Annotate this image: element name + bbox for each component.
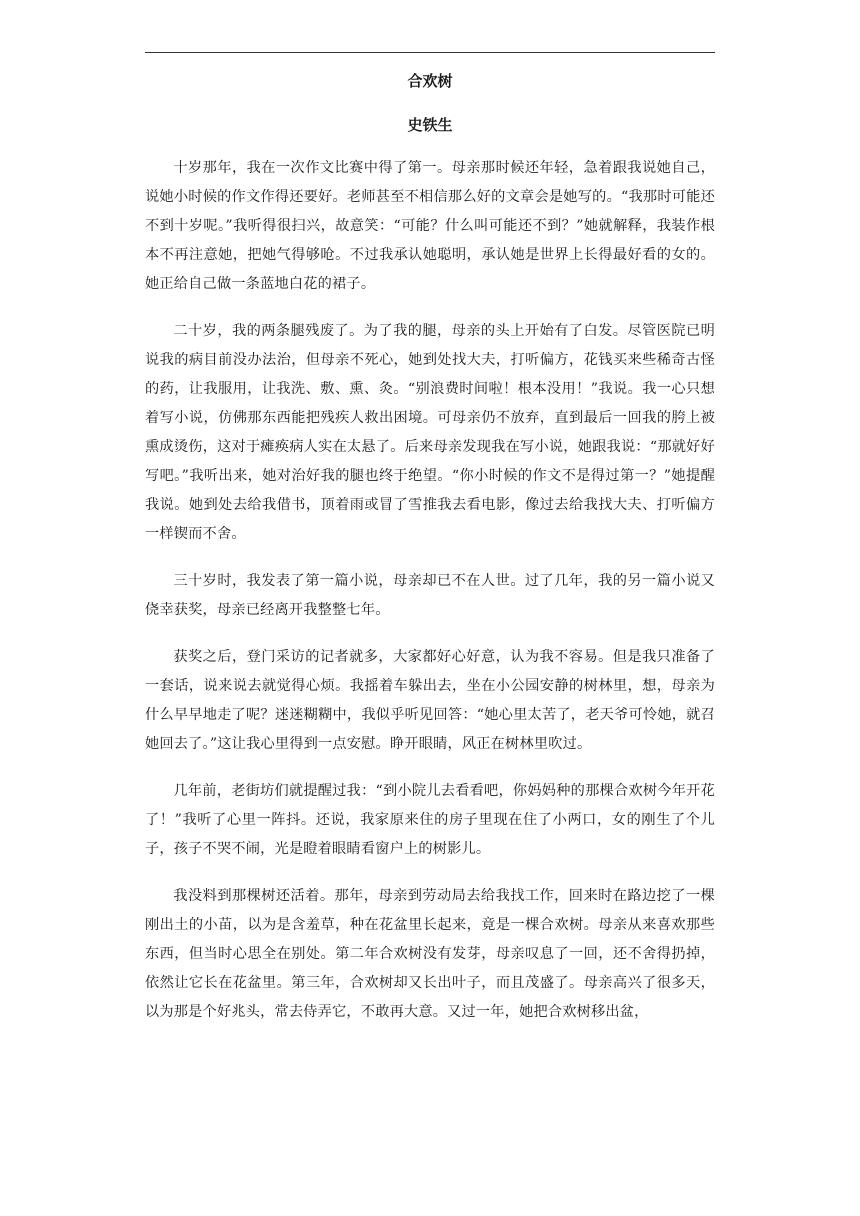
paragraph: 二十岁，我的两条腿残废了。为了我的腿，母亲的头上开始有了白发。尽管医院已明说我的病目前没办法治，但母亲不死心，她到处找大夫，打听偏方，花钱买来些稀奇古怪的药，让我服用，让我洗、敷、熏、灸。“别浪费时间啦！根本没用！”我说。我一心只想着写小说，仿佛那东西能把残疾人救出困境。可母亲仍不放弃，直到最后一回我的胯上被熏成烫伤，这对于瘫痪病人实在太悬了。后来母亲发现我在写小说，她跟我说：“那就好好写吧。”我听出来，她对治好我的腿也终于绝望。“你小时候的作文不是得过第一？”她提醒我说。她到处去给我借书，顶着雨或冒了雪推我去看电影，像过去给我找大夫、打听偏方一样锲而不舍。 (145, 323, 715, 542)
paragraph: 三十岁时，我发表了第一篇小说，母亲却已不在人世。过了几年，我的另一篇小说又侥幸获奖，母亲已经离开我整整七年。 (145, 573, 715, 618)
header-rule (145, 52, 715, 53)
document-body (145, 64, 715, 1045)
document-title: 合欢树 (407, 72, 453, 90)
paragraph: 十岁那年，我在一次作文比赛中得了第一。母亲那时候还年轻，急着跟我说她自己，说她小时候的作文作得还要好。老师甚至不相信那么好的文章会是她写的。“我那时可能还不到十岁呢。”我听得很扫兴，故意笑：“可能？什么叫可能还不到？”她就解释，我装作根本不再注意她，把她气得够呛。不过我承认她聪明，承认她是世界上长得最好看的女的。她正给自己做一条蓝地白花的裙子。 (145, 160, 715, 292)
paragraph: 我没料到那棵树还活着。那年，母亲到劳动局去给我找工作，回来时在路边挖了一棵刚出土的小苗，以为是含羞草，种在花盆里长起来，竟是一棵合欢树。母亲从来喜欢那些东西，但当时心思全在别处。第二年合欢树没有发芽，母亲叹息了一回，还不舍得扔掉，依然让它长在花盆里。第三年，合欢树却又长出叶子，而且茂盛了。母亲高兴了很多天，以为那是个好兆头，常去侍弄它，不敢再大意。又过一年，她把合欢树移出盆， (145, 888, 715, 1020)
document-author: 史铁生 (407, 116, 453, 134)
paragraph: 几年前，老街坊们就提醒过我：“到小院儿去看看吧，你妈妈种的那棵合欢树今年开花了！”我听了心里一阵抖。还说，我家原来住的房子里现在住了小两口，女的刚生了个儿子，孩子不哭不闹，光是瞪着眼睛看窗户上的树影儿。 (145, 783, 715, 857)
paragraph: 获奖之后，登门采访的记者就多，大家都好心好意，认为我不容易。但是我只准备了一套话，说来说去就觉得心烦。我摇着车躲出去，坐在小公园安静的树林里，想，母亲为什么早早地走了呢？迷迷糊糊中，我似乎听见回答：“她心里太苦了，老天爷可怜她，就召她回去了。”这让我心里得到一点安慰。睁开眼睛，风正在树林里吹过。 (145, 649, 715, 752)
